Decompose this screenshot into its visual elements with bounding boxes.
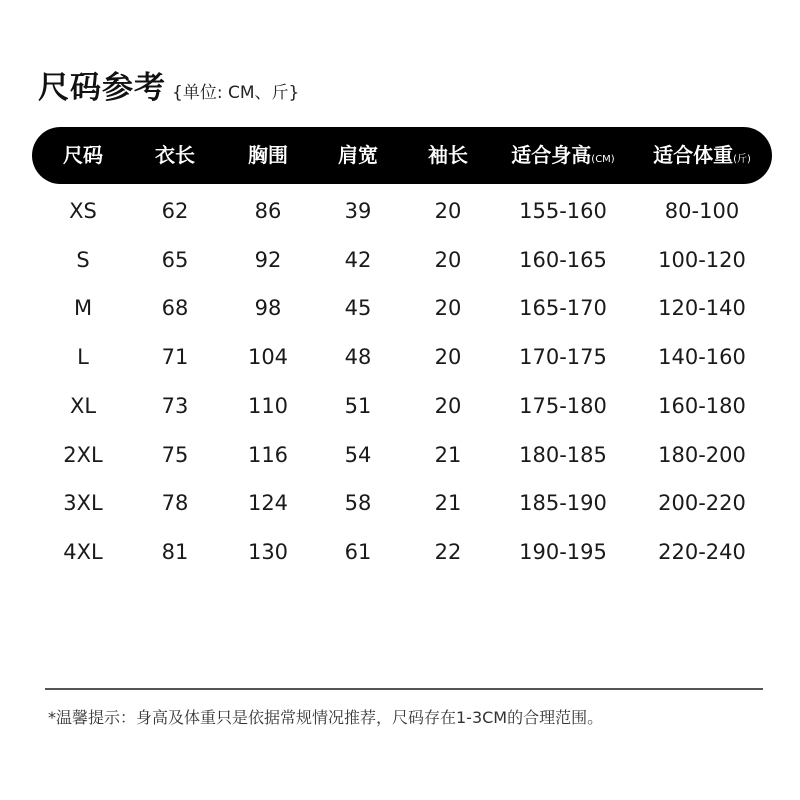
- header-unit: (CM): [591, 154, 615, 165]
- cell-weight: 220-240: [658, 539, 746, 564]
- cell-weight: 180-200: [658, 442, 746, 467]
- cell-shoulder: 45: [344, 296, 372, 321]
- cell-size: 2XL: [63, 442, 103, 467]
- header-length: [155, 127, 195, 184]
- cell-length: 71: [161, 345, 189, 370]
- cell-chest: 86: [254, 199, 282, 223]
- cell-size: S: [76, 247, 90, 272]
- cell-shoulder: 42: [344, 247, 372, 272]
- header-label: 尺码: [63, 143, 103, 167]
- cell-shoulder: 61: [344, 539, 372, 564]
- cell-height: 165-170: [519, 296, 607, 321]
- header-sleeve: [428, 127, 468, 184]
- cell-size: M: [73, 296, 93, 321]
- cell-weight: 120-140: [658, 296, 746, 321]
- cell-size: L: [77, 345, 89, 370]
- cell-weight: 160-180: [658, 393, 746, 418]
- header-label: 适合体重: [653, 143, 734, 167]
- cell-height: 175-180: [519, 393, 607, 418]
- cell-chest: 130: [247, 539, 289, 564]
- cell-height: 185-190: [519, 491, 607, 516]
- cell-height: 160-165: [519, 247, 607, 272]
- cell-weight: 200-220: [658, 491, 746, 516]
- cell-weight: 80-100: [664, 199, 740, 223]
- header-label: 袖长: [428, 143, 468, 167]
- cell-sleeve: 22: [434, 539, 462, 564]
- cell-sleeve: 20: [434, 393, 462, 418]
- cell-length: 65: [161, 247, 189, 272]
- cell-length: 75: [161, 442, 189, 467]
- cell-length: 68: [161, 296, 189, 321]
- cell-chest: 104: [247, 345, 289, 370]
- cell-shoulder: 48: [344, 345, 372, 370]
- header-size: [63, 127, 103, 184]
- header-chest: [248, 127, 288, 184]
- cell-height: 180-185: [519, 442, 607, 467]
- cell-chest: 98: [254, 296, 282, 321]
- header-label: 适合身高: [511, 143, 592, 167]
- cell-shoulder: 39: [344, 199, 372, 223]
- cell-size: XS: [69, 199, 97, 223]
- footnote: *温馨提示：身高及体重只是依据常规情况推荐，尺码存在1-3CM的合理范围。: [48, 708, 604, 727]
- cell-sleeve: 21: [434, 442, 462, 467]
- cell-size: 3XL: [63, 491, 103, 516]
- cell-length: 62: [161, 199, 189, 223]
- cell-chest: 92: [254, 247, 282, 272]
- header-shoulder: [338, 127, 378, 184]
- table-header: [32, 127, 772, 184]
- cell-weight: 100-120: [658, 247, 746, 272]
- page-title: 尺码参考: [38, 70, 166, 106]
- cell-sleeve: 20: [434, 199, 462, 223]
- header-weight: [653, 127, 751, 184]
- cell-weight: 140-160: [658, 345, 746, 370]
- cell-height: 170-175: [519, 345, 607, 370]
- title-row: [38, 62, 299, 107]
- cell-chest: 116: [247, 442, 289, 467]
- cell-height: 190-195: [519, 539, 607, 564]
- header-label: 衣长: [155, 143, 195, 167]
- cell-sleeve: 20: [434, 247, 462, 272]
- cell-sleeve: 21: [434, 491, 462, 516]
- cell-sleeve: 20: [434, 345, 462, 370]
- cell-length: 78: [161, 491, 189, 516]
- divider: [45, 688, 763, 690]
- header-height: [511, 127, 614, 184]
- header-label: 胸围: [248, 143, 288, 167]
- cell-shoulder: 54: [344, 442, 372, 467]
- cell-sleeve: 20: [434, 296, 462, 321]
- cell-size: XL: [69, 393, 97, 418]
- cell-height: 155-160: [519, 199, 607, 223]
- cell-chest: 124: [247, 491, 289, 516]
- header-label: 肩宽: [338, 143, 378, 167]
- cell-shoulder: 51: [344, 393, 372, 418]
- unit-note: {单位: CM、斤}: [172, 83, 300, 103]
- cell-chest: 110: [247, 393, 289, 418]
- cell-length: 81: [161, 539, 189, 564]
- cell-length: 73: [161, 393, 189, 418]
- cell-size: 4XL: [63, 539, 103, 564]
- cell-shoulder: 58: [344, 491, 372, 516]
- header-unit: (斤): [733, 154, 751, 165]
